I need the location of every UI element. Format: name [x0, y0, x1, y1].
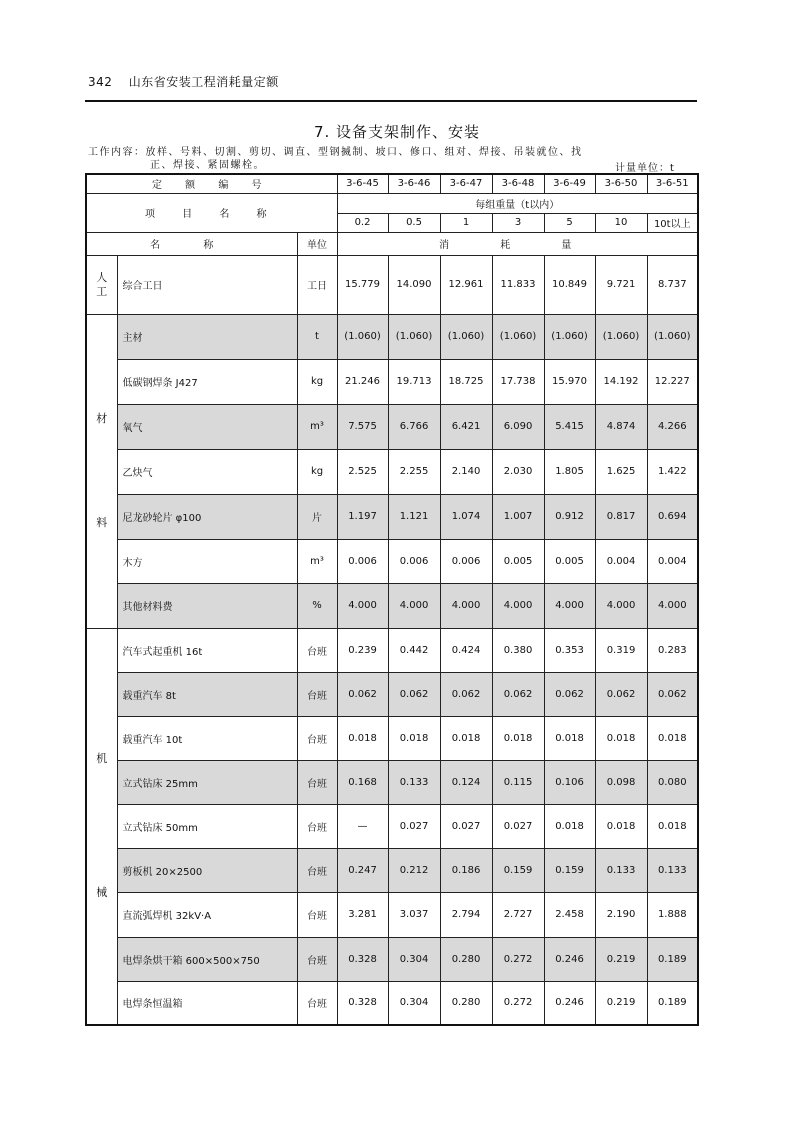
- row-unit: 台班: [297, 804, 337, 848]
- row-name: 氧气: [117, 404, 297, 449]
- value-cell: 1.888: [647, 892, 698, 937]
- value-cell: 0.115: [492, 760, 544, 804]
- value-cell: 0.186: [440, 848, 492, 892]
- value-cell: 0.247: [337, 848, 388, 892]
- value-cell: 4.000: [388, 583, 440, 628]
- value-cell: 0.380: [492, 628, 544, 672]
- value-cell: 0.062: [595, 672, 647, 716]
- value-cell: 0.018: [595, 804, 647, 848]
- value-cell: 2.140: [440, 449, 492, 494]
- value-cell: 4.000: [440, 583, 492, 628]
- value-cell: 0.027: [440, 804, 492, 848]
- table-row: [86, 583, 698, 628]
- value-cell: 0.168: [337, 760, 388, 804]
- code-cell: 3-6-50: [595, 174, 647, 193]
- value-cell: 0.219: [595, 981, 647, 1025]
- weight-cell: 0.5: [388, 213, 440, 232]
- row-unit: 台班: [297, 760, 337, 804]
- value-cell: 14.192: [595, 359, 647, 404]
- row-name: 直流弧焊机 32kV·A: [117, 892, 297, 937]
- weight-cell: 10t以上: [647, 213, 698, 232]
- row-unit: 台班: [297, 628, 337, 672]
- unit-column-label: 单位: [297, 232, 337, 255]
- page-number: 342: [88, 75, 113, 89]
- section-title: 7. 设备支架制作、安装: [313, 123, 481, 141]
- category-char: 料: [96, 516, 108, 529]
- book-title: 山东省安装工程消耗量定额: [128, 75, 279, 89]
- value-cell: (1.060): [647, 314, 698, 359]
- value-cell: 11.833: [492, 255, 544, 314]
- value-cell: 0.239: [337, 628, 388, 672]
- value-cell: 19.713: [388, 359, 440, 404]
- value-cell: 0.062: [440, 672, 492, 716]
- value-cell: 0.304: [388, 937, 440, 981]
- value-cell: 0.159: [544, 848, 595, 892]
- row-name: 其他材料费: [117, 583, 297, 628]
- value-cell: 0.018: [492, 716, 544, 760]
- value-cell: 0.018: [440, 716, 492, 760]
- work-content-line2: 正、焊接、紧固螺栓。: [150, 160, 265, 171]
- row-unit: t: [297, 314, 337, 359]
- value-cell: 18.725: [440, 359, 492, 404]
- row-unit: 台班: [297, 716, 337, 760]
- code-cell: 3-6-48: [492, 174, 544, 193]
- category-labor: [86, 255, 117, 314]
- value-cell: 7.575: [337, 404, 388, 449]
- value-cell: 12.961: [440, 255, 492, 314]
- value-cell: 0.062: [544, 672, 595, 716]
- quota-table: [85, 173, 699, 1026]
- value-cell: 0.212: [388, 848, 440, 892]
- work-content-line1: 工作内容：放样、号料、切割、剪切、调直、型钢揻制、坡口、修口、组对、焊接、吊装就位、找: [88, 147, 583, 158]
- value-cell: 0.328: [337, 937, 388, 981]
- value-cell: 1.121: [388, 494, 440, 539]
- category-machine: [86, 628, 117, 1025]
- value-cell: 4.000: [647, 583, 698, 628]
- row-unit: %: [297, 583, 337, 628]
- value-cell: 0.272: [492, 981, 544, 1025]
- value-cell: 6.766: [388, 404, 440, 449]
- value-cell: 0.189: [647, 981, 698, 1025]
- value-cell: 4.266: [647, 404, 698, 449]
- value-cell: 14.090: [388, 255, 440, 314]
- value-cell: 0.006: [337, 539, 388, 583]
- weight-cell: 0.2: [337, 213, 388, 232]
- name-column-label: 名 称: [86, 232, 297, 255]
- table-row: [86, 937, 698, 981]
- quota-number-label: 定 额 编 号: [86, 174, 337, 193]
- value-cell: 1.625: [595, 449, 647, 494]
- value-cell: 0.694: [647, 494, 698, 539]
- row-name: 低碳钢焊条 J427: [117, 359, 297, 404]
- value-cell: 6.421: [440, 404, 492, 449]
- category-char: 人: [96, 270, 108, 284]
- value-cell: 15.779: [337, 255, 388, 314]
- value-cell: 0.004: [595, 539, 647, 583]
- row-unit: m³: [297, 404, 337, 449]
- category-char: 械: [96, 886, 108, 900]
- row-name: 载重汽车 8t: [117, 672, 297, 716]
- category-char: 材: [96, 412, 108, 425]
- table-row: [86, 981, 698, 1025]
- value-cell: (1.060): [388, 314, 440, 359]
- value-cell: 0.018: [544, 804, 595, 848]
- table-row: [86, 314, 698, 359]
- row-name: 电焊条烘干箱 600×500×750: [117, 937, 297, 981]
- value-cell: 0.027: [388, 804, 440, 848]
- value-cell: 0.098: [595, 760, 647, 804]
- row-name: 汽车式起重机 16t: [117, 628, 297, 672]
- row-name: 综合工日: [117, 255, 297, 314]
- row-unit: m³: [297, 539, 337, 583]
- row-unit: 台班: [297, 892, 337, 937]
- weight-cell: 5: [544, 213, 595, 232]
- row-name: 主材: [117, 314, 297, 359]
- category-char: 工: [96, 284, 108, 298]
- value-cell: 15.970: [544, 359, 595, 404]
- value-cell: (1.060): [595, 314, 647, 359]
- row-unit: kg: [297, 359, 337, 404]
- table-row: [86, 494, 698, 539]
- value-cell: 0.004: [647, 539, 698, 583]
- value-cell: (1.060): [337, 314, 388, 359]
- value-cell: 0.133: [647, 848, 698, 892]
- value-cell: 4.000: [492, 583, 544, 628]
- value-cell: 4.000: [337, 583, 388, 628]
- weight-cell: 3: [492, 213, 544, 232]
- value-cell: 0.424: [440, 628, 492, 672]
- work-content: [88, 146, 648, 172]
- value-cell: 0.027: [492, 804, 544, 848]
- table-row: [86, 255, 698, 314]
- row-unit: 片: [297, 494, 337, 539]
- page-header: [88, 73, 279, 90]
- weight-cell: 10: [595, 213, 647, 232]
- value-cell: 17.738: [492, 359, 544, 404]
- value-cell: 0.133: [388, 760, 440, 804]
- row-name: 立式钻床 50mm: [117, 804, 297, 848]
- value-cell: 2.255: [388, 449, 440, 494]
- value-cell: 0.062: [647, 672, 698, 716]
- value-cell: 2.727: [492, 892, 544, 937]
- value-cell: 4.000: [544, 583, 595, 628]
- row-unit: 台班: [297, 937, 337, 981]
- value-cell: 0.005: [492, 539, 544, 583]
- value-cell: 4.000: [595, 583, 647, 628]
- row-unit: 台班: [297, 981, 337, 1025]
- weight-cell: 1: [440, 213, 492, 232]
- value-cell: 0.018: [388, 716, 440, 760]
- value-cell: 1.007: [492, 494, 544, 539]
- code-cell: 3-6-46: [388, 174, 440, 193]
- row-name: 剪板机 20×2500: [117, 848, 297, 892]
- table-row: [86, 404, 698, 449]
- row-name: 乙炔气: [117, 449, 297, 494]
- value-cell: 0.246: [544, 981, 595, 1025]
- value-cell: 0.106: [544, 760, 595, 804]
- value-cell: 0.283: [647, 628, 698, 672]
- header-rule: [85, 100, 697, 102]
- row-name: 尼龙砂轮片 φ100: [117, 494, 297, 539]
- value-cell: 5.415: [544, 404, 595, 449]
- row-name: 电焊条恒温箱: [117, 981, 297, 1025]
- measure-unit: 计量单位：t: [615, 163, 675, 174]
- value-cell: 0.353: [544, 628, 595, 672]
- value-cell: 0.006: [440, 539, 492, 583]
- value-cell: 0.280: [440, 981, 492, 1025]
- consumption-label: 消 耗 量: [337, 232, 698, 255]
- code-cell: 3-6-49: [544, 174, 595, 193]
- value-cell: 0.219: [595, 937, 647, 981]
- row-unit: 工日: [297, 255, 337, 314]
- value-cell: 3.037: [388, 892, 440, 937]
- value-cell: 0.817: [595, 494, 647, 539]
- value-cell: 0.246: [544, 937, 595, 981]
- row-unit: kg: [297, 449, 337, 494]
- value-cell: (1.060): [544, 314, 595, 359]
- value-cell: 0.280: [440, 937, 492, 981]
- value-cell: 0.328: [337, 981, 388, 1025]
- row-unit: 台班: [297, 672, 337, 716]
- value-cell: 1.197: [337, 494, 388, 539]
- code-cell: 3-6-45: [337, 174, 388, 193]
- table-row: [86, 760, 698, 804]
- table-row: [86, 449, 698, 494]
- value-cell: 2.794: [440, 892, 492, 937]
- value-cell: 1.805: [544, 449, 595, 494]
- value-cell: 0.018: [337, 716, 388, 760]
- value-cell: 0.018: [647, 716, 698, 760]
- value-cell: 0.159: [492, 848, 544, 892]
- code-cell: 3-6-51: [647, 174, 698, 193]
- value-cell: 1.074: [440, 494, 492, 539]
- table-row: [86, 539, 698, 583]
- row-name: 立式钻床 25mm: [117, 760, 297, 804]
- category-material: [86, 314, 117, 628]
- value-cell: 0.062: [337, 672, 388, 716]
- value-cell: 3.281: [337, 892, 388, 937]
- value-cell: 12.227: [647, 359, 698, 404]
- value-cell: 2.190: [595, 892, 647, 937]
- row-name: 木方: [117, 539, 297, 583]
- item-name-label: 项 目 名 称: [86, 193, 337, 232]
- value-cell: 10.849: [544, 255, 595, 314]
- value-cell: 2.030: [492, 449, 544, 494]
- row-name: 载重汽车 10t: [117, 716, 297, 760]
- table-row: [86, 716, 698, 760]
- table-row: [86, 804, 698, 848]
- value-cell: 0.018: [647, 804, 698, 848]
- value-cell: 2.458: [544, 892, 595, 937]
- table-row: [86, 628, 698, 672]
- row-unit: 台班: [297, 848, 337, 892]
- value-cell: 0.006: [388, 539, 440, 583]
- value-cell: 0.080: [647, 760, 698, 804]
- category-char: 机: [96, 752, 108, 766]
- value-cell: 0.133: [595, 848, 647, 892]
- value-cell: —: [337, 804, 388, 848]
- value-cell: 0.912: [544, 494, 595, 539]
- value-cell: 0.304: [388, 981, 440, 1025]
- value-cell: 6.090: [492, 404, 544, 449]
- value-cell: 0.062: [388, 672, 440, 716]
- value-cell: 0.319: [595, 628, 647, 672]
- value-cell: 9.721: [595, 255, 647, 314]
- value-cell: 0.189: [647, 937, 698, 981]
- table-row: [86, 848, 698, 892]
- weight-label: 每组重量（t以内）: [337, 193, 698, 213]
- table-row: [86, 359, 698, 404]
- value-cell: 0.005: [544, 539, 595, 583]
- value-cell: 8.737: [647, 255, 698, 314]
- value-cell: 21.246: [337, 359, 388, 404]
- value-cell: 2.525: [337, 449, 388, 494]
- value-cell: 0.272: [492, 937, 544, 981]
- value-cell: 0.442: [388, 628, 440, 672]
- value-cell: (1.060): [440, 314, 492, 359]
- value-cell: 0.018: [544, 716, 595, 760]
- value-cell: 1.422: [647, 449, 698, 494]
- value-cell: 4.874: [595, 404, 647, 449]
- value-cell: 0.124: [440, 760, 492, 804]
- value-cell: 0.018: [595, 716, 647, 760]
- value-cell: 0.062: [492, 672, 544, 716]
- table-row: [86, 892, 698, 937]
- code-cell: 3-6-47: [440, 174, 492, 193]
- table-row: [86, 672, 698, 716]
- value-cell: (1.060): [492, 314, 544, 359]
